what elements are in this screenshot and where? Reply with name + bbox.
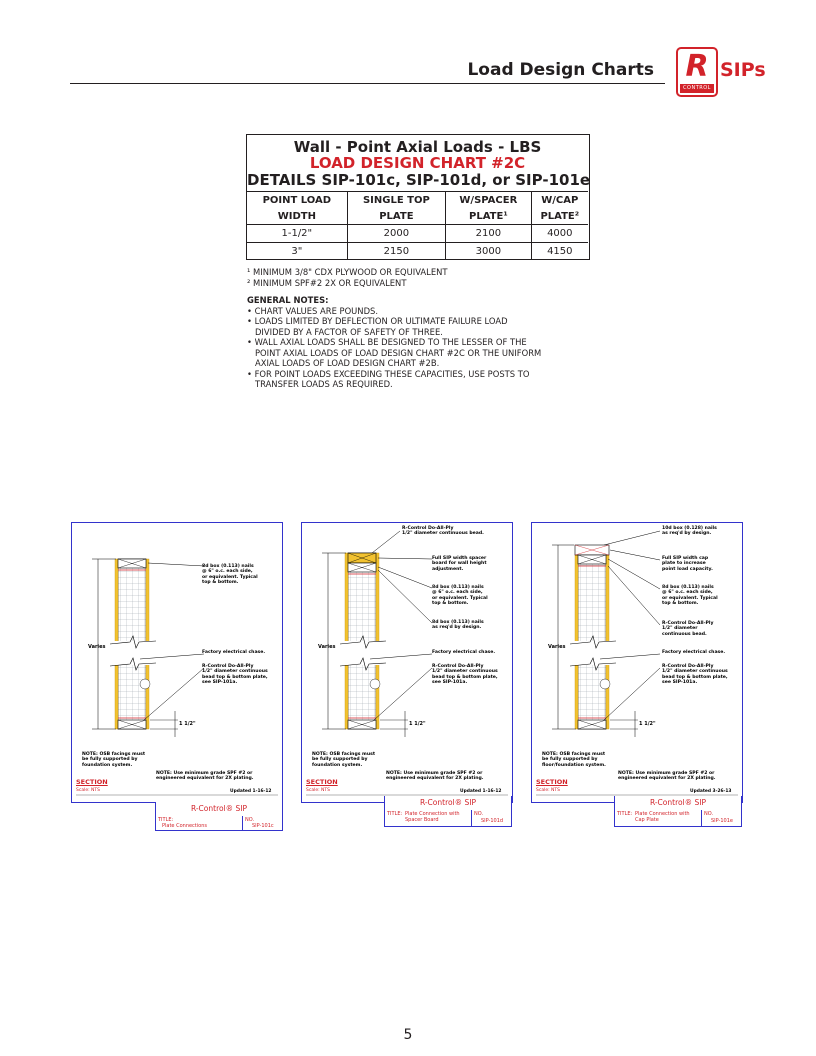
osb-note: NOTE: OSB facings must be fully supported by foundation system. (312, 752, 376, 768)
note-line: DIVIDED BY A FACTOR OF SAFETY OF THREE. (247, 326, 443, 337)
varies-dimension: Varies (548, 644, 566, 650)
column-header: WIDTH (277, 210, 316, 222)
title-value: Plate Connections (162, 823, 207, 829)
note-line: • LOADS LIMITED BY DEFLECTION OR ULTIMATE FAILURE LOAD (247, 316, 508, 326)
company-name: R-Control® SIP (419, 798, 477, 807)
table-cell: 4150 (531, 243, 588, 261)
detail-drawing-sip-101e (531, 522, 743, 803)
column-header: PLATE (347, 208, 445, 225)
spf-note: NOTE: Use minimum grade SPF #2 or engineered equivalent for 2X plating. (156, 771, 254, 782)
callout: Factory electrical chase. (432, 650, 496, 655)
osb-note: NOTE: OSB facings must be fully supported by floor/foundation system. (542, 752, 606, 768)
drawing-no-label: NO. (245, 817, 255, 823)
title-block-company (155, 802, 283, 817)
spf-note: NOTE: Use minimum grade SPF #2 or engineered equivalent for 2X plating. (618, 771, 716, 782)
note-line: • FOR POINT LOADS EXCEEDING THESE CAPACITIES, USE POSTS TO (247, 368, 530, 379)
column-header: W/CAP (531, 192, 588, 209)
logo-letter: R (685, 49, 709, 84)
callout: Factory electrical chase. (202, 650, 266, 655)
callout: 8d box (0.113) nails @ 6" o.c. each side, or equivalent. Typical top & bottom. (432, 585, 488, 607)
rcontrol-logo (676, 47, 718, 97)
column-header: PLATE¹ (446, 208, 531, 225)
callout: R-Control Do-All-Ply 1/2" diameter continuous bead. (662, 621, 714, 637)
load-table (247, 191, 588, 260)
general-notes-heading: GENERAL NOTES: (247, 295, 329, 305)
column-header: SINGLE TOP (347, 192, 445, 209)
callout: R-Control Do-All-Ply 1/2" diameter continuous bead top & bottom plate, see SIP-101a. (432, 664, 498, 686)
title-label: TITLE: (387, 811, 403, 817)
callout: R-Control Do-All-Ply 1/2" diameter continuous bead top & bottom plate, see SIP-101a. (202, 664, 268, 686)
drawing-no-value: SIP-101e (711, 818, 733, 824)
section-label: SECTION (76, 778, 108, 786)
chart-title: Wall - Point Axial Loads - LBS (293, 138, 542, 156)
plate-thickness-dimension: 1 1/2" (179, 721, 196, 727)
company-name: R-Control® SIP (649, 798, 707, 807)
callout: 8d box (0.113) nails @ 6" o.c. each side, or equivalent. Typical top & bottom. (662, 585, 718, 607)
spf-note: NOTE: Use minimum grade SPF #2 or engineered equivalent for 2X plating. (386, 771, 484, 782)
title-value: Plate Connection with Cap Plate (635, 811, 690, 823)
chart-subtitle: LOAD DESIGN CHART #2C (309, 154, 526, 172)
column-header: W/SPACER (446, 192, 531, 209)
logo-strip: CONTROL (680, 84, 714, 93)
drawing-no-value: SIP-101d (481, 818, 504, 824)
title-block (384, 810, 512, 827)
updated-date: Updated 3-26-13 (690, 789, 732, 794)
callout: 8d box (0.113) nails @ 6" o.c. each side, or equivalent. Typical top & bottom. (202, 564, 258, 586)
updated-date: Updated 1-16-12 (230, 789, 272, 794)
title-block (614, 810, 742, 827)
drawing-no-label: NO. (704, 811, 714, 817)
column-header: PLATE² (531, 208, 588, 225)
varies-dimension: Varies (88, 644, 106, 650)
table-cell: 3" (247, 243, 347, 261)
page-title: Load Design Charts (467, 60, 654, 80)
note-line: • CHART VALUES ARE POUNDS. (247, 305, 378, 316)
table-cell: 2100 (446, 225, 531, 243)
callout: 8d box (0.113) nails as req'd by design. (432, 620, 484, 631)
table-row (247, 243, 588, 261)
osb-note: NOTE: OSB facings must be fully supported by foundation system. (82, 752, 146, 768)
title-block (155, 816, 283, 831)
footnote: ² MINIMUM SPF#2 2X OR EQUIVALENT (247, 277, 407, 288)
page-number: 5 (403, 1027, 413, 1043)
header-divider (70, 83, 665, 84)
detail-drawing-sip-101d (301, 522, 513, 803)
drawing-no-label: NO. (474, 811, 484, 817)
table-cell: 1-1/2" (247, 225, 347, 243)
note-line: TRANSFER LOADS AS REQUIRED. (247, 379, 393, 389)
table-cell: 4000 (531, 225, 588, 243)
section-label: SECTION (306, 778, 338, 786)
note-line: • WALL AXIAL LOADS SHALL BE DESIGNED TO THE LESSER OF THE (247, 337, 527, 347)
note-line: POINT AXIAL LOADS OF LOAD DESIGN CHART #2C OR THE UNIFORM (247, 347, 542, 358)
load-design-chart (246, 134, 590, 260)
table-cell: 2000 (347, 225, 445, 243)
footnotes (247, 267, 448, 288)
title-label: TITLE: (158, 817, 174, 823)
callout: Full SIP width spacer board for wall height adjustment. (432, 556, 487, 572)
table-cell: 2150 (347, 243, 445, 261)
scale-label: Scale: NTS (536, 788, 561, 793)
scale-label: Scale: NTS (306, 788, 331, 793)
callout: R-Control Do-All-Ply 1/2" diameter continuous bead top & bottom plate, see SIP-101a. (662, 664, 728, 686)
logo-brand-text: SIPs (720, 59, 766, 81)
section-label: SECTION (536, 778, 568, 786)
table-row (247, 225, 588, 243)
updated-date: Updated 1-16-12 (460, 789, 502, 794)
title-value: Plate Connection with Spacer Board (405, 811, 460, 823)
drawing-no-value: SIP-101c (252, 823, 274, 829)
title-block-company (384, 796, 512, 811)
title-block-company (614, 796, 742, 811)
callout: 10d box (0.128) nails as req'd by design. (662, 526, 717, 537)
plate-thickness-dimension: 1 1/2" (639, 721, 656, 727)
scale-label: Scale: NTS (76, 788, 101, 793)
company-name: R-Control® SIP (190, 804, 248, 813)
general-notes (247, 295, 541, 390)
detail-drawing-sip-101c (71, 522, 283, 803)
callout: Full SIP width cap plate to increase point load capacity. (662, 556, 713, 572)
varies-dimension: Varies (318, 644, 336, 650)
note-line: AXIAL LOADS OF LOAD DESIGN CHART #2B. (247, 358, 440, 368)
footnote: ¹ MINIMUM 3/8" CDX PLYWOOD OR EQUIVALENT (247, 267, 448, 277)
title-label: TITLE: (617, 811, 633, 817)
callout: Factory electrical chase. (662, 650, 726, 655)
chart-details: DETAILS SIP-101c, SIP-101d, or SIP-101e (247, 171, 591, 189)
callout: R-Control Do-All-Ply 1/2" diameter continuous bead. (402, 526, 484, 537)
plate-thickness-dimension: 1 1/2" (409, 721, 426, 727)
column-header: POINT LOAD (247, 192, 347, 209)
table-cell: 3000 (446, 243, 531, 261)
